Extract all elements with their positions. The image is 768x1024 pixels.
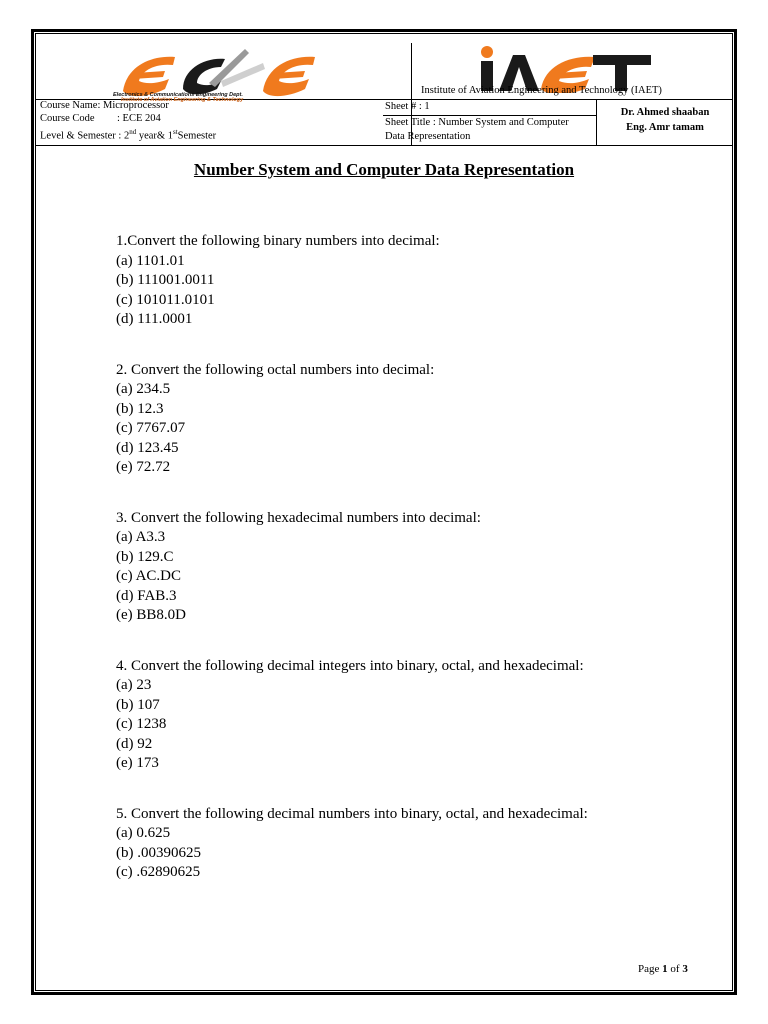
- sheet-header: [35, 33, 733, 146]
- question-item: (a) 1101.01: [116, 252, 185, 269]
- question-item: (c) AC.DC: [116, 568, 181, 584]
- sheet-title: Sheet Title : Number System and Computer Data Representation: [385, 117, 569, 142]
- question-item: (b) 129.C: [116, 548, 174, 565]
- question-item: (c) 101011.0101: [116, 291, 215, 308]
- question-text: 4. Convert the following decimal integers into binary, octal, and hexadecimal:: [116, 657, 584, 674]
- course-info: [40, 100, 216, 143]
- question-text: 2. Convert the following octal numbers into decimal:: [116, 361, 435, 378]
- question-item: (e) 173: [116, 755, 159, 771]
- question-item: (b) 12.3: [116, 400, 164, 417]
- question-5: [116, 805, 588, 883]
- instructor-name: Eng. Amr tamam: [626, 122, 704, 133]
- question-text: 3. Convert the following hexadecimal numbers into decimal:: [116, 509, 481, 526]
- question-item: (b) 111001.0011: [116, 272, 215, 288]
- page-number: Page 1 of 3: [638, 963, 688, 975]
- question-item: (a) A3.3: [116, 529, 166, 545]
- question-item: (d) FAB.3: [116, 587, 177, 604]
- course-code-row: [40, 113, 216, 126]
- question-text: 1.Convert the following binary numbers into decimal:: [116, 233, 440, 249]
- question-text: 5. Convert the following decimal numbers into binary, octal, and hexadecimal:: [116, 805, 588, 822]
- document-title: Number System and Computer Data Representation: [193, 160, 575, 179]
- instructors: [597, 105, 733, 135]
- question-2: [116, 361, 588, 478]
- level-semester-row: Level & Semester : 2nd year& 1stSemester: [40, 127, 217, 142]
- ece-logo-tagline-secondary: Institute of Aviation Engineering & Technology: [121, 97, 244, 103]
- question-item: (b) 107: [116, 696, 160, 713]
- question-item: (d) 92: [116, 735, 153, 752]
- question-item: (e) 72.72: [116, 459, 171, 475]
- course-name-label: Course Name:: [40, 100, 101, 111]
- question-item: (a) 0.625: [116, 825, 171, 841]
- question-item: (c) 7767.07: [116, 420, 186, 436]
- course-code-value: : ECE 204: [117, 112, 161, 124]
- sheet-number: Sheet # : 1: [385, 101, 430, 112]
- question-list: [116, 232, 588, 883]
- question-1: [116, 232, 588, 330]
- question-3: [116, 509, 588, 626]
- course-code-label: Course Code: [40, 112, 95, 124]
- institute-name: Institute of Aviation Engineering and Technology (IAET): [421, 85, 662, 96]
- question-item: (a) 23: [116, 677, 152, 693]
- question-item: (c) 1238: [116, 716, 167, 732]
- question-item: (a) 234.5: [116, 381, 171, 397]
- ece-logo-tagline: Electronics & Communications Engineering Dept.: [113, 92, 243, 98]
- question-item: (b) .00390625: [116, 844, 201, 861]
- question-item: (c) .62890625: [116, 864, 201, 880]
- question-item: (e) BB8.0D: [116, 607, 186, 623]
- question-item: (d) 111.0001: [116, 311, 193, 327]
- course-name-value: Microprocessor: [103, 100, 169, 111]
- course-name-row: [40, 100, 216, 113]
- question-4: [116, 657, 588, 774]
- instructor-name: Dr. Ahmed shaaban: [620, 107, 710, 118]
- question-item: (d) 123.45: [116, 439, 179, 456]
